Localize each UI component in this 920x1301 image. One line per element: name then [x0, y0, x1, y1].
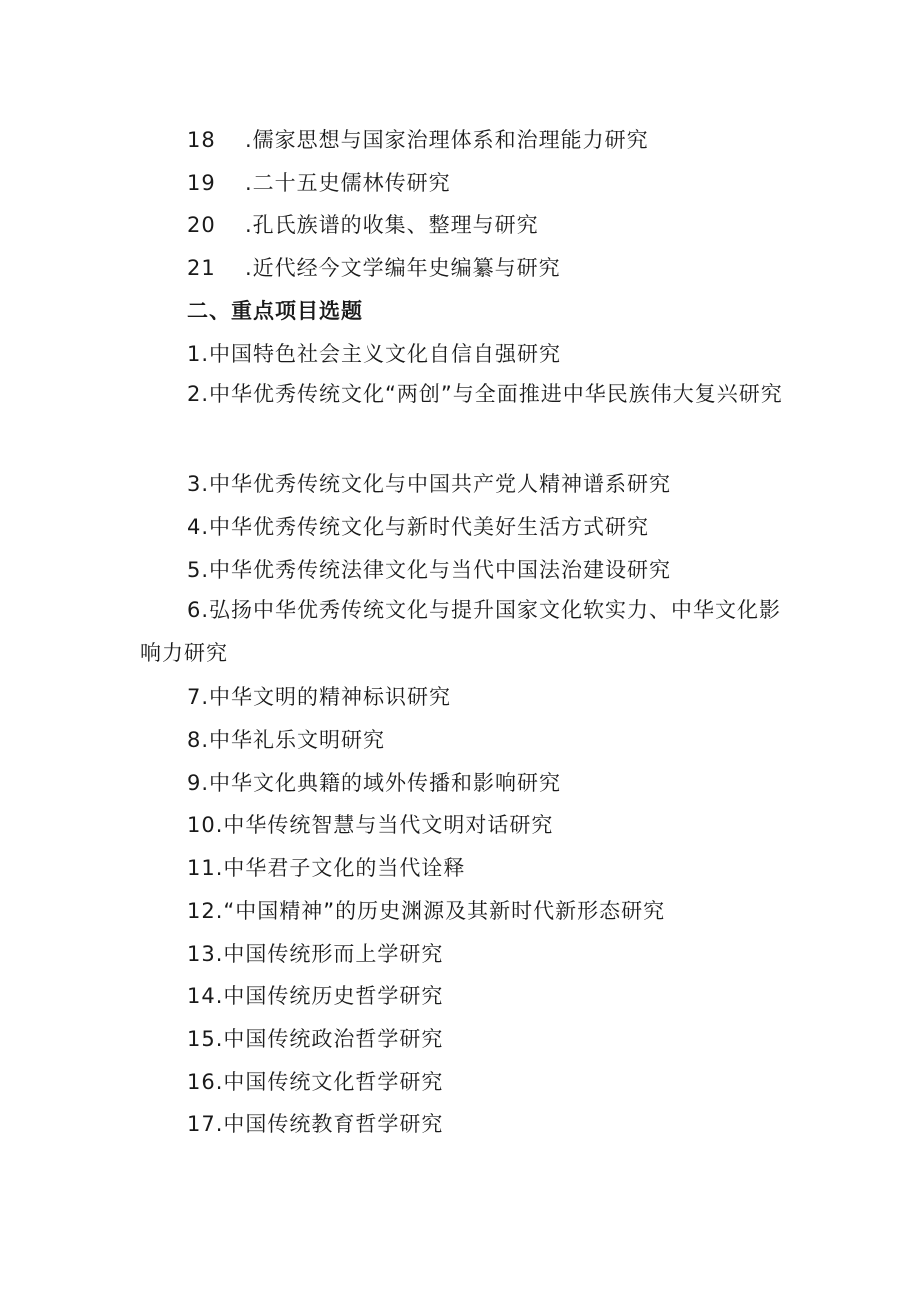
list-item — [140, 373, 790, 416]
item-text: .近代经今文学编年史编纂与研究 — [245, 256, 561, 280]
list-item — [187, 1023, 443, 1055]
item-text: .弘扬中华优秀传统文化与提升国家文化软实力、中华文化影响力研究 — [140, 598, 782, 665]
item-number: 4 — [187, 515, 202, 539]
item-number: 3 — [187, 472, 202, 496]
item-text: .中华文明的精神标识研究 — [201, 685, 452, 709]
list-item — [187, 724, 385, 756]
list-item — [187, 252, 561, 284]
item-text: .儒家思想与国家治理体系和治理能力研究 — [245, 128, 649, 152]
list-item — [140, 589, 790, 675]
item-number: 8 — [187, 728, 202, 752]
item-number: 12 — [187, 899, 216, 923]
item-text: .中国传统文化哲学研究 — [215, 1070, 444, 1094]
item-text: .中华优秀传统文化与中国共产党人精神谱系研究 — [201, 472, 672, 496]
item-text: .中国传统政治哲学研究 — [215, 1027, 444, 1051]
item-text: .中国传统教育哲学研究 — [215, 1112, 444, 1136]
item-number: 16 — [187, 1070, 216, 1094]
item-text: .中华文化典籍的域外传播和影响研究 — [201, 771, 562, 795]
item-number: 17 — [187, 1112, 216, 1136]
item-text: .二十五史儒林传研究 — [245, 171, 451, 195]
list-item — [187, 167, 451, 199]
item-number: 9 — [187, 771, 202, 795]
list-item — [187, 468, 671, 500]
item-number: 21 — [187, 256, 216, 280]
list-item — [187, 852, 465, 884]
item-text: .中华优秀传统文化“两创”与全面推进中华民族伟大复兴研究 — [201, 382, 783, 406]
list-item — [187, 1066, 443, 1098]
item-text: .中国传统形而上学研究 — [215, 942, 444, 966]
list-item — [187, 554, 671, 586]
item-text: .中华优秀传统法律文化与当代中国法治建设研究 — [201, 558, 672, 582]
item-number: 7 — [187, 685, 202, 709]
list-item — [187, 938, 443, 970]
section-heading: 二、重点项目选题 — [187, 299, 363, 323]
list-item — [187, 809, 553, 841]
item-text: .中华礼乐文明研究 — [201, 728, 386, 752]
item-number: 19 — [187, 171, 216, 195]
item-text: .孔氏族谱的收集、整理与研究 — [245, 213, 539, 237]
list-item — [187, 681, 451, 713]
item-number: 6 — [187, 598, 202, 622]
item-number: 15 — [187, 1027, 216, 1051]
item-number: 13 — [187, 942, 216, 966]
list-item — [187, 124, 649, 156]
list-item — [187, 1108, 443, 1140]
item-text: .中华优秀传统文化与新时代美好生活方式研究 — [201, 515, 650, 539]
item-text: .中华传统智慧与当代文明对话研究 — [215, 813, 554, 837]
item-number: 2 — [187, 382, 202, 406]
item-number: 20 — [187, 213, 216, 237]
list-item — [187, 338, 561, 370]
list-item — [187, 209, 539, 241]
list-item — [187, 511, 649, 543]
item-number: 10 — [187, 813, 216, 837]
item-number: 11 — [187, 856, 216, 880]
item-text: .中国特色社会主义文化自信自强研究 — [201, 342, 562, 366]
item-number: 5 — [187, 558, 202, 582]
item-number: 14 — [187, 984, 216, 1008]
list-item — [187, 980, 443, 1012]
item-text: .中国传统历史哲学研究 — [215, 984, 444, 1008]
item-number: 1 — [187, 342, 202, 366]
list-item — [187, 767, 561, 799]
list-item — [187, 895, 665, 927]
item-text: .中华君子文化的当代诠释 — [215, 856, 466, 880]
item-number: 18 — [187, 128, 216, 152]
item-text: .“中国精神”的历史渊源及其新时代新形态研究 — [215, 899, 666, 923]
